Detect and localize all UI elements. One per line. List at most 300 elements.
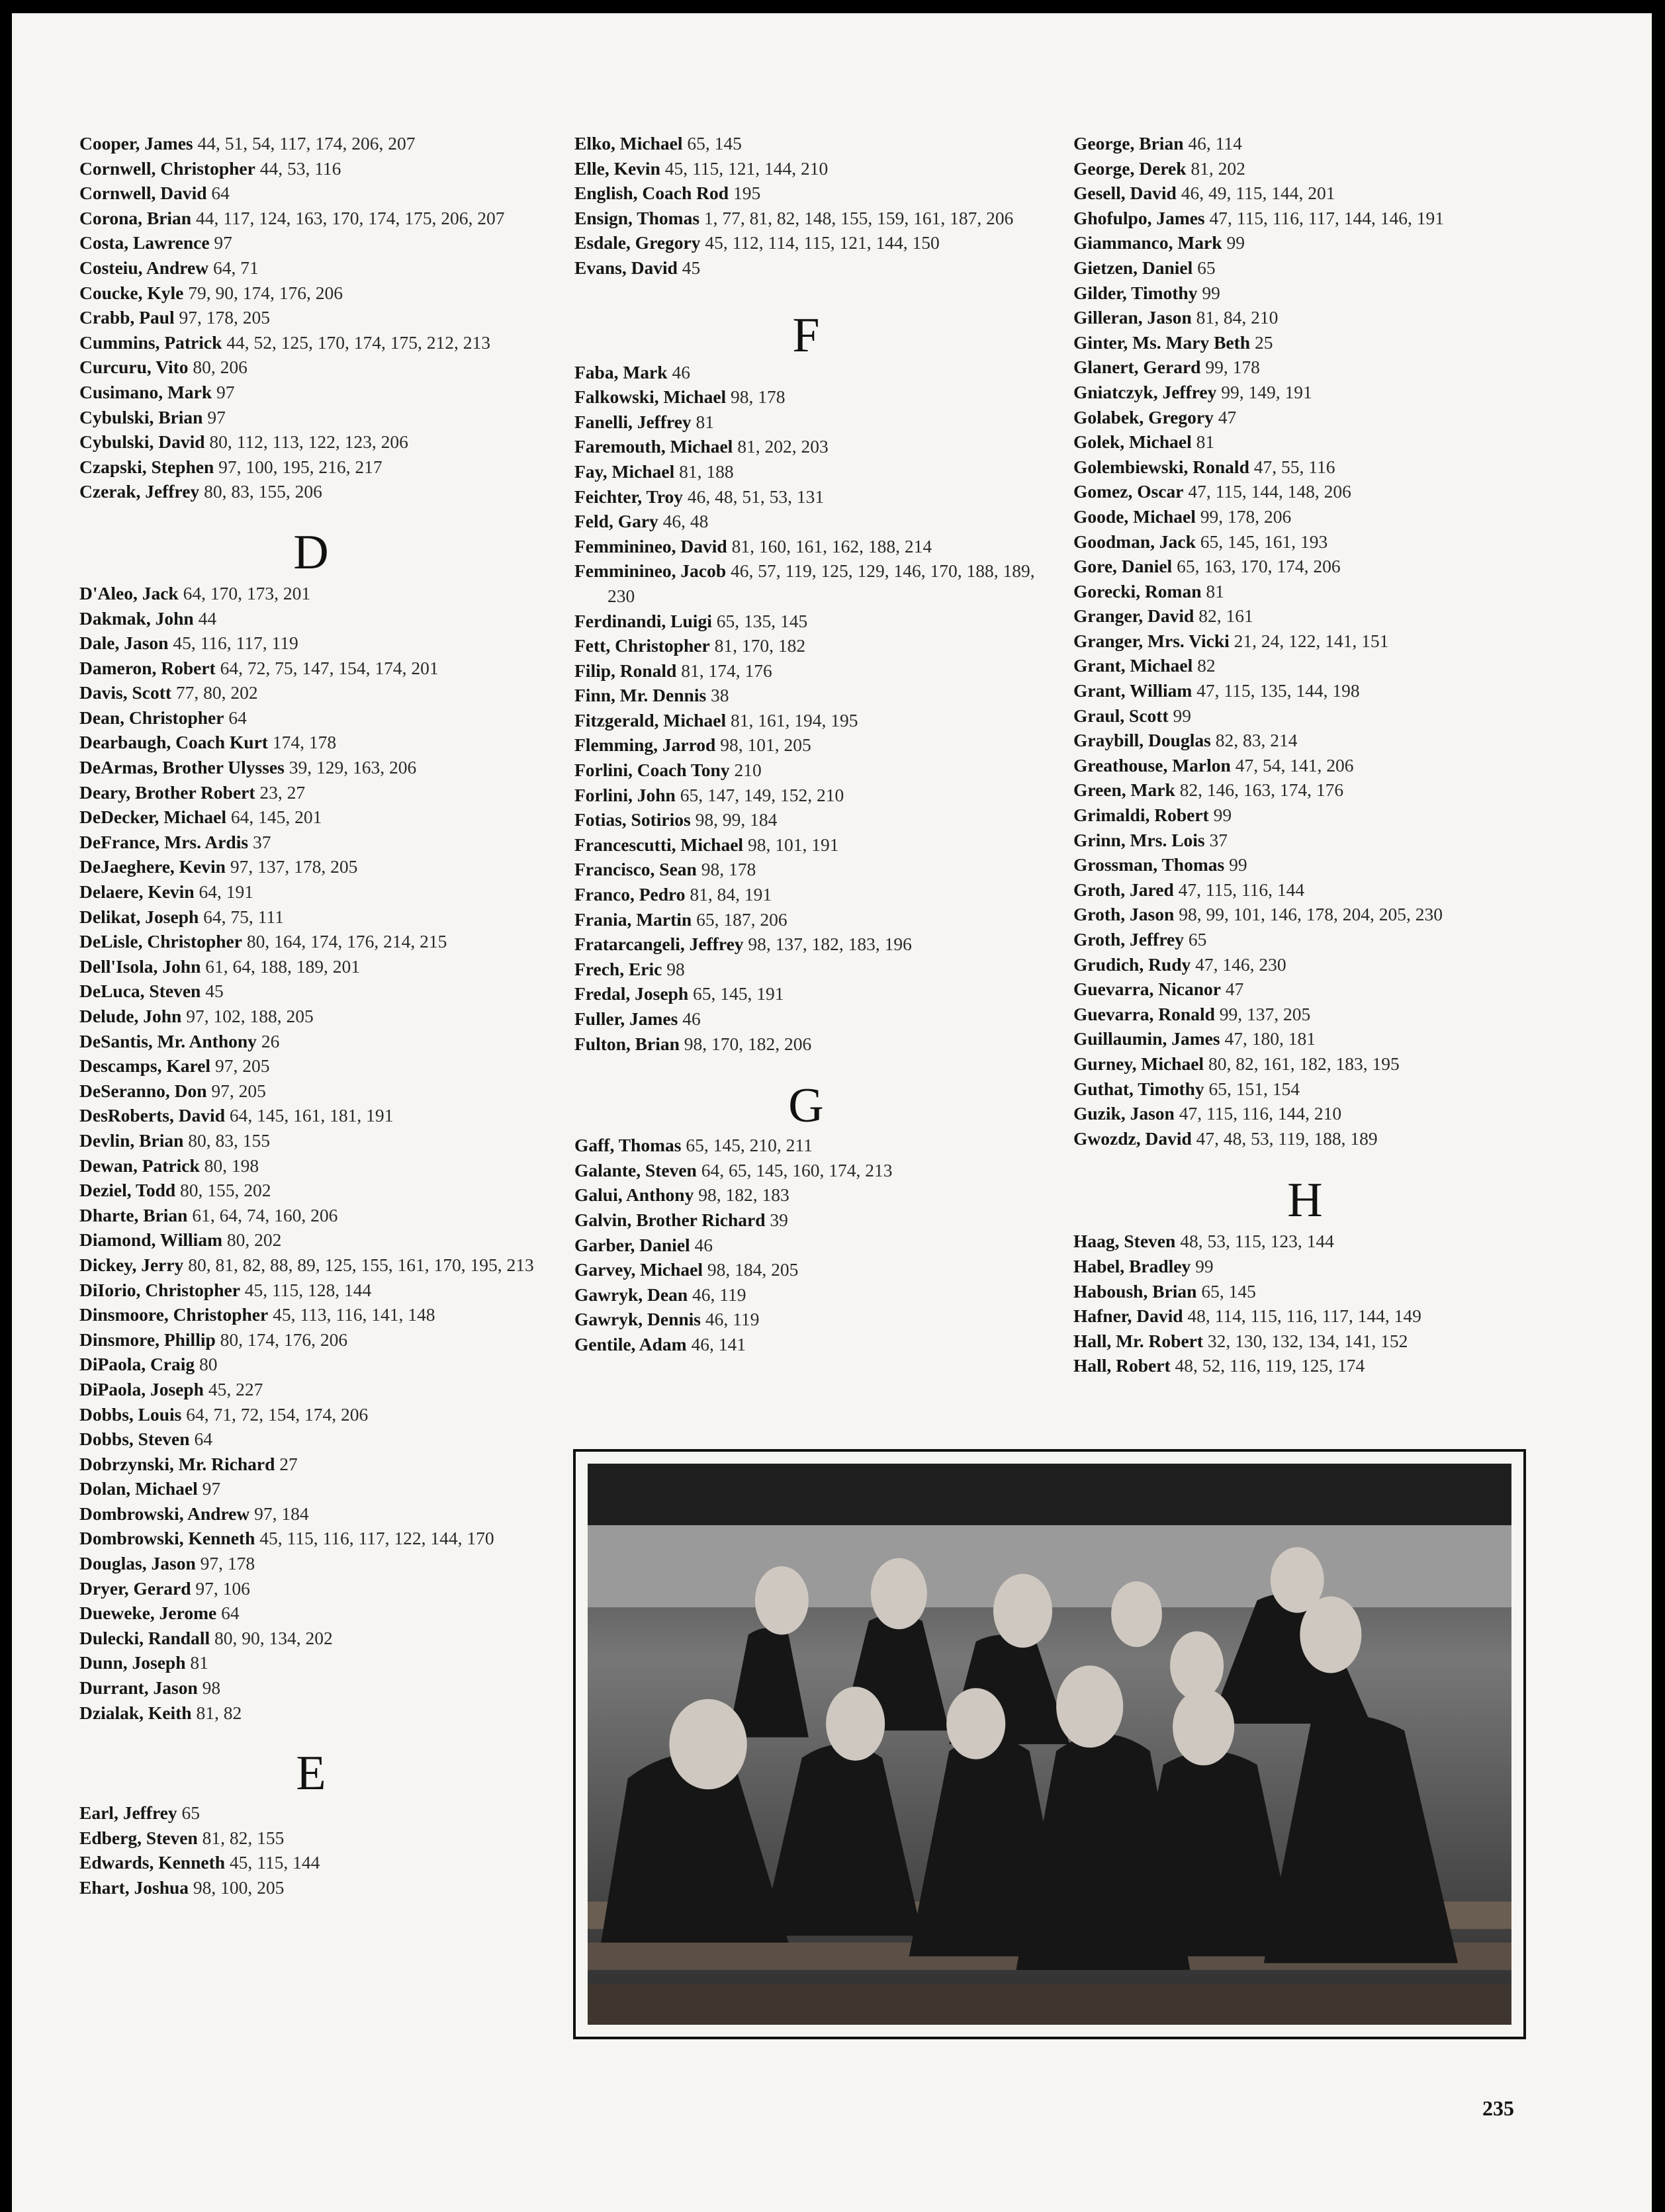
entry-pages: 97, 205 xyxy=(214,1055,270,1077)
index-entry xyxy=(574,1032,1038,1057)
entry-name: Davis, Scott xyxy=(79,682,172,703)
entry-pages: 47, 180, 181 xyxy=(1224,1028,1316,1049)
entry-pages: 195 xyxy=(733,183,761,204)
entry-name: Gesell, David xyxy=(1073,183,1177,204)
entry-name: Hafner, David xyxy=(1073,1305,1183,1327)
entry-pages: 98, 100, 205 xyxy=(193,1877,285,1898)
index-entry xyxy=(1073,1002,1537,1027)
index-entry xyxy=(79,181,543,206)
entry-name: Cornwell, David xyxy=(79,183,207,204)
entry-name: Dolan, Michael xyxy=(79,1478,198,1499)
index-entry xyxy=(1073,455,1537,480)
entry-pages: 98, 182, 183 xyxy=(698,1184,789,1206)
entry-name: Elko, Michael xyxy=(574,133,683,154)
index-entry xyxy=(79,1377,543,1402)
index-entry xyxy=(574,732,1038,758)
entry-pages: 98, 137, 182, 183, 196 xyxy=(748,934,912,955)
index-entry xyxy=(574,857,1038,882)
entry-pages: 97, 100, 195, 216, 217 xyxy=(218,456,382,477)
index-entry xyxy=(79,380,543,405)
index-entry xyxy=(1073,1279,1537,1304)
entry-name: Gentile, Adam xyxy=(574,1333,687,1354)
entry-name: Guevarra, Nicanor xyxy=(1073,979,1222,1000)
index-entry xyxy=(1073,902,1537,927)
entry-name: Ginter, Ms. Mary Beth xyxy=(1073,332,1251,353)
entry-pages: 46, 119 xyxy=(692,1284,746,1305)
entry-pages: 99, 137, 205 xyxy=(1219,1003,1311,1024)
index-entry xyxy=(79,780,543,805)
index-entry xyxy=(79,1427,543,1452)
entry-name: Dameron, Robert xyxy=(79,657,216,678)
index-entry xyxy=(574,633,1038,658)
entry-pages: 99 xyxy=(1226,232,1245,253)
entry-name: Devlin, Brian xyxy=(79,1129,184,1151)
entry-name: Ferdinandi, Luigi xyxy=(574,610,712,631)
index-entry xyxy=(79,879,543,905)
entry-name: Cybulski, Brian xyxy=(79,406,203,427)
entry-name: Hall, Mr. Robert xyxy=(1073,1330,1204,1351)
entry-pages: 80, 90, 134, 202 xyxy=(214,1627,333,1648)
entry-pages: 45, 115, 121, 144, 210 xyxy=(664,157,829,179)
entry-pages: 81, 84, 210 xyxy=(1196,307,1279,328)
entry-name: Dombrowski, Kenneth xyxy=(79,1528,255,1549)
entry-name: Feichter, Troy xyxy=(574,486,683,507)
entry-name: DeDecker, Michael xyxy=(79,807,226,828)
entry-pages: 82 xyxy=(1197,655,1216,676)
index-entry xyxy=(79,1004,543,1029)
entry-pages: 97 xyxy=(202,1478,221,1499)
entry-pages: 99, 149, 191 xyxy=(1221,381,1312,402)
entry-pages: 37 xyxy=(1209,829,1228,850)
index-entry xyxy=(574,206,1038,231)
entry-name: Feld, Gary xyxy=(574,511,658,532)
entry-name: Earl, Jeffrey xyxy=(79,1802,177,1824)
index-column-1 xyxy=(79,131,543,1900)
entry-pages: 80, 155, 202 xyxy=(180,1180,271,1201)
entry-pages: 65, 147, 149, 152, 210 xyxy=(680,784,844,805)
entry-name: Frech, Eric xyxy=(574,958,662,979)
entry-pages: 97 xyxy=(216,381,235,402)
entry-name: DeLuca, Steven xyxy=(79,981,201,1002)
entry-pages: 65, 145, 210, 211 xyxy=(686,1135,813,1156)
group-photo-frame xyxy=(573,1449,1526,2039)
entry-name: Galante, Steven xyxy=(574,1159,697,1180)
index-column-3 xyxy=(1073,131,1537,1378)
entry-name: Edberg, Steven xyxy=(79,1827,198,1848)
index-entry xyxy=(79,1079,543,1104)
entry-name: Garvey, Michael xyxy=(574,1259,703,1280)
index-entry xyxy=(1073,803,1537,828)
entry-pages: 45, 116, 117, 119 xyxy=(173,633,298,654)
entry-name: Garber, Daniel xyxy=(574,1234,690,1255)
entry-pages: 39, 129, 163, 206 xyxy=(289,757,417,778)
entry-pages: 81, 170, 182 xyxy=(714,635,806,656)
index-entry xyxy=(1073,753,1537,778)
entry-name: Gwozdz, David xyxy=(1073,1128,1192,1149)
entry-pages: 37 xyxy=(252,831,271,852)
entry-pages: 46, 114 xyxy=(1188,133,1242,154)
index-entry xyxy=(1073,479,1537,504)
entry-pages: 97, 106 xyxy=(195,1577,250,1599)
entry-pages: 46 xyxy=(672,361,690,382)
entry-pages: 81, 82, 155 xyxy=(202,1827,285,1848)
entry-pages: 65, 187, 206 xyxy=(696,908,788,930)
entry-pages: 98 xyxy=(202,1677,221,1699)
index-entry xyxy=(1073,1077,1537,1102)
index-entry xyxy=(79,1850,543,1875)
entry-pages: 81 xyxy=(1196,431,1215,453)
index-entry xyxy=(79,1029,543,1054)
entry-name: Czerak, Jeffrey xyxy=(79,481,200,502)
index-entry xyxy=(574,683,1038,708)
entry-name: Deary, Brother Robert xyxy=(79,781,255,803)
index-entry xyxy=(1073,828,1537,853)
index-entry xyxy=(1073,1254,1537,1279)
entry-pages: 47, 55, 116 xyxy=(1253,456,1335,477)
entry-pages: 98 xyxy=(666,958,685,979)
entry-pages: 48, 114, 115, 116, 117, 144, 149 xyxy=(1187,1305,1421,1327)
entry-pages: 61, 64, 74, 160, 206 xyxy=(192,1204,338,1225)
entry-name: Dale, Jason xyxy=(79,633,169,654)
entry-pages: 44, 52, 125, 170, 174, 175, 212, 213 xyxy=(226,332,491,353)
entry-name: Granger, Mrs. Vicki xyxy=(1073,630,1230,651)
entry-name: Guillaumin, James xyxy=(1073,1028,1220,1049)
entry-name: Corona, Brian xyxy=(79,207,192,228)
entry-name: Guevarra, Ronald xyxy=(1073,1003,1215,1024)
entry-pages: 64, 72, 75, 147, 154, 174, 201 xyxy=(220,657,439,678)
entry-pages: 45 xyxy=(682,257,701,278)
entry-name: Gorecki, Roman xyxy=(1073,580,1202,601)
entry-name: Gawryk, Dennis xyxy=(574,1309,701,1330)
entry-name: Habel, Bradley xyxy=(1073,1255,1191,1276)
entry-name: Dearbaugh, Coach Kurt xyxy=(79,732,268,753)
index-entry xyxy=(574,907,1038,932)
entry-pages: 97, 178 xyxy=(200,1553,255,1574)
entry-name: Dueweke, Jerome xyxy=(79,1603,217,1624)
entry-pages: 47, 115, 144, 148, 206 xyxy=(1188,481,1351,502)
index-entry xyxy=(79,954,543,979)
entry-pages: 64, 75, 111 xyxy=(203,906,284,927)
entry-pages: 45 xyxy=(205,981,224,1002)
entry-pages: 65, 145, 191 xyxy=(693,983,784,1004)
entry-name: Golembiewski, Ronald xyxy=(1073,456,1249,477)
entry-pages: 65, 145 xyxy=(1201,1280,1256,1302)
entry-pages: 46 xyxy=(694,1234,713,1255)
entry-pages: 44 xyxy=(198,607,217,629)
index-entry xyxy=(1073,952,1537,977)
entry-name: Fett, Christopher xyxy=(574,635,710,656)
index-entry xyxy=(79,1128,543,1153)
index-entry xyxy=(574,534,1038,559)
entry-name: Goodman, Jack xyxy=(1073,531,1196,552)
index-entry xyxy=(79,1352,543,1377)
entry-pages: 97 xyxy=(207,406,226,427)
entry-pages: 99, 178 xyxy=(1205,357,1260,378)
index-entry xyxy=(1073,629,1537,654)
index-entry xyxy=(79,1476,543,1501)
index-entry xyxy=(1073,529,1537,554)
entry-name: Guzik, Jason xyxy=(1073,1103,1175,1124)
index-entry xyxy=(79,255,543,281)
entry-pages: 64, 170, 173, 201 xyxy=(183,582,311,603)
entry-name: DiIorio, Christopher xyxy=(79,1279,240,1300)
entry-pages: 47 xyxy=(1218,406,1237,427)
index-entry xyxy=(79,1576,543,1601)
entry-pages: 80, 82, 161, 182, 183, 195 xyxy=(1208,1053,1400,1074)
entry-pages: 97, 205 xyxy=(211,1080,266,1101)
group-photo-icon xyxy=(588,1464,1511,2025)
entry-pages: 65, 145, 161, 193 xyxy=(1200,531,1328,552)
entry-name: Green, Mark xyxy=(1073,779,1175,801)
entry-name: Francescutti, Michael xyxy=(574,834,744,855)
index-entry xyxy=(574,981,1038,1006)
entry-name: Costeiu, Andrew xyxy=(79,257,209,278)
index-entry xyxy=(1073,206,1537,231)
entry-pages: 80, 83, 155 xyxy=(188,1129,270,1151)
entry-name: Ehart, Joshua xyxy=(79,1877,189,1898)
entry-name: Dickey, Jerry xyxy=(79,1254,184,1275)
entry-name: Cusimano, Mark xyxy=(79,381,212,402)
entry-pages: 99 xyxy=(1213,805,1232,826)
index-entry xyxy=(79,680,543,705)
index-entry xyxy=(1073,1101,1537,1126)
index-entry xyxy=(1073,927,1537,952)
index-entry xyxy=(79,1526,543,1551)
index-entry xyxy=(79,230,543,255)
entry-pages: 65 xyxy=(1188,929,1207,950)
entry-name: Golek, Michael xyxy=(1073,431,1192,453)
entry-pages: 46, 49, 115, 144, 201 xyxy=(1181,183,1335,204)
entry-pages: 81, 161, 194, 195 xyxy=(730,709,858,730)
index-entry xyxy=(574,783,1038,808)
index-entry xyxy=(79,1402,543,1427)
entry-pages: 99 xyxy=(1229,854,1247,875)
entry-name: Guthat, Timothy xyxy=(1073,1078,1204,1099)
entry-pages: 80 xyxy=(199,1354,218,1375)
index-entry xyxy=(79,1701,543,1726)
index-entry xyxy=(574,1233,1038,1258)
entry-name: Galvin, Brother Richard xyxy=(574,1209,766,1230)
index-entry xyxy=(79,281,543,306)
index-entry xyxy=(574,1006,1038,1032)
index-entry xyxy=(79,1650,543,1675)
entry-pages: 81 xyxy=(190,1652,208,1673)
entry-name: Dunn, Joseph xyxy=(79,1652,186,1673)
entry-name: Franco, Pedro xyxy=(574,884,686,905)
entry-name: Dombrowski, Andrew xyxy=(79,1503,250,1524)
entry-name: Dewan, Patrick xyxy=(79,1155,200,1176)
index-entry xyxy=(574,1133,1038,1158)
index-entry xyxy=(79,405,543,430)
entry-name: Cooper, James xyxy=(79,133,193,154)
index-entry xyxy=(574,558,1038,608)
entry-name: Dean, Christopher xyxy=(79,707,224,728)
entry-name: DeFrance, Mrs. Ardis xyxy=(79,831,249,852)
index-entry xyxy=(1073,1051,1537,1077)
entry-name: Douglas, Jason xyxy=(79,1553,196,1574)
entry-pages: 44, 53, 116 xyxy=(259,157,341,179)
index-entry xyxy=(79,755,543,780)
entry-pages: 79, 90, 174, 176, 206 xyxy=(188,282,343,303)
entry-pages: 81, 188 xyxy=(679,461,734,482)
entry-pages: 80, 206 xyxy=(193,357,248,378)
entry-name: D'Aleo, Jack xyxy=(79,582,179,603)
entry-name: Gore, Daniel xyxy=(1073,556,1173,577)
entry-pages: 99 xyxy=(1202,282,1220,303)
index-entry xyxy=(1073,405,1537,430)
entry-name: Fulton, Brian xyxy=(574,1033,680,1054)
entry-name: Femminineo, David xyxy=(574,535,727,556)
entry-pages: 45, 112, 114, 115, 121, 144, 150 xyxy=(705,232,940,253)
index-entry xyxy=(79,979,543,1004)
index-entry xyxy=(574,758,1038,783)
entry-name: Gaff, Thomas xyxy=(574,1135,682,1156)
entry-pages: 97, 178, 205 xyxy=(179,307,271,328)
index-entry xyxy=(1073,330,1537,355)
entry-name: Groth, Jared xyxy=(1073,879,1174,900)
index-entry xyxy=(79,1800,543,1826)
entry-name: Grinn, Mrs. Lois xyxy=(1073,829,1205,850)
entry-pages: 64 xyxy=(211,183,230,204)
entry-pages: 65, 135, 145 xyxy=(716,610,808,631)
index-entry xyxy=(1073,852,1537,877)
entry-name: Faremouth, Michael xyxy=(574,436,733,457)
index-entry xyxy=(574,255,1038,281)
entry-name: Grudich, Rudy xyxy=(1073,953,1191,975)
entry-pages: 47 xyxy=(1225,979,1244,1000)
entry-pages: 81, 160, 161, 162, 188, 214 xyxy=(731,535,932,556)
entry-name: Fitzgerald, Michael xyxy=(574,709,727,730)
entry-pages: 82, 161 xyxy=(1198,605,1253,627)
entry-pages: 65 xyxy=(1197,257,1216,278)
entry-pages: 46, 57, 119, 125, 129, 146, 170, 188, 189, 230 xyxy=(608,560,1035,606)
entry-pages: 80, 198 xyxy=(204,1155,259,1176)
index-entry xyxy=(1073,877,1537,903)
entry-pages: 47, 115, 116, 144, 210 xyxy=(1179,1103,1342,1124)
entry-pages: 80, 164, 174, 176, 214, 215 xyxy=(246,931,447,952)
entry-pages: 47, 54, 141, 206 xyxy=(1235,754,1354,775)
entry-name: Delikat, Joseph xyxy=(79,906,199,927)
index-entry xyxy=(79,1302,543,1327)
entry-pages: 47, 115, 116, 117, 144, 146, 191 xyxy=(1209,207,1444,228)
entry-pages: 45, 227 xyxy=(208,1378,263,1399)
entry-name: Dakmak, John xyxy=(79,607,194,629)
entry-pages: 98, 99, 101, 146, 178, 204, 205, 230 xyxy=(1179,904,1443,925)
entry-name: Dinsmore, Phillip xyxy=(79,1329,216,1350)
index-entry xyxy=(574,1332,1038,1357)
entry-pages: 81, 202 xyxy=(1191,157,1245,179)
index-entry xyxy=(79,305,543,330)
entry-pages: 26 xyxy=(261,1030,280,1051)
index-entry xyxy=(1073,355,1537,380)
yearbook-index-page xyxy=(12,13,1652,2212)
index-entry xyxy=(574,1208,1038,1233)
entry-name: Gawryk, Dean xyxy=(574,1284,688,1305)
entry-name: Delude, John xyxy=(79,1006,182,1026)
entry-pages: 98, 99, 184 xyxy=(695,809,778,830)
entry-pages: 32, 130, 132, 134, 141, 152 xyxy=(1207,1330,1408,1351)
entry-name: Cummins, Patrick xyxy=(79,332,222,353)
entry-name: Gilleran, Jason xyxy=(1073,307,1192,328)
index-entry xyxy=(79,206,543,231)
entry-name: Deziel, Todd xyxy=(79,1180,176,1201)
index-entry xyxy=(79,1103,543,1128)
entry-name: Durrant, Jason xyxy=(79,1677,198,1699)
index-entry xyxy=(574,1307,1038,1332)
entry-name: Gurney, Michael xyxy=(1073,1053,1204,1074)
entry-name: Edwards, Kenneth xyxy=(79,1852,226,1873)
page-number: 235 xyxy=(1482,2096,1514,2120)
index-entry xyxy=(1073,305,1537,330)
entry-name: Flemming, Jarrod xyxy=(574,734,716,756)
entry-pages: 64 xyxy=(228,707,247,728)
entry-name: Haboush, Brian xyxy=(1073,1280,1197,1302)
index-entry xyxy=(574,509,1038,534)
entry-name: Cybulski, David xyxy=(79,431,205,453)
index-entry xyxy=(1073,230,1537,255)
index-entry xyxy=(79,479,543,504)
section-letter: D xyxy=(293,525,329,580)
index-entry xyxy=(79,455,543,480)
index-entry xyxy=(574,434,1038,459)
entry-pages: 64, 65, 145, 160, 174, 213 xyxy=(701,1159,893,1180)
index-entry xyxy=(574,708,1038,733)
index-entry xyxy=(79,1875,543,1900)
index-entry xyxy=(1073,156,1537,181)
entry-name: DeSeranno, Don xyxy=(79,1080,207,1101)
index-entry xyxy=(574,360,1038,385)
index-entry xyxy=(79,1327,543,1352)
entry-name: DeArmas, Brother Ulysses xyxy=(79,757,285,778)
index-entry xyxy=(79,606,543,631)
index-entry xyxy=(1073,504,1537,529)
entry-name: Delaere, Kevin xyxy=(79,881,195,903)
entry-pages: 98, 184, 205 xyxy=(707,1259,799,1280)
entry-pages: 64, 145, 201 xyxy=(230,807,322,828)
entry-pages: 46, 119 xyxy=(705,1309,760,1330)
entry-pages: 81, 82 xyxy=(196,1702,242,1723)
section-letter: E xyxy=(296,1746,326,1801)
entry-pages: 38 xyxy=(711,685,729,706)
index-entry xyxy=(79,1452,543,1477)
entry-pages: 97, 102, 188, 205 xyxy=(186,1006,314,1026)
index-entry xyxy=(79,830,543,855)
entry-name: Descamps, Karel xyxy=(79,1055,211,1077)
entry-name: Fotias, Sotirios xyxy=(574,809,691,830)
entry-name: Fredal, Joseph xyxy=(574,983,689,1004)
index-entry xyxy=(574,230,1038,255)
entry-name: Graybill, Douglas xyxy=(1073,730,1211,751)
index-entry xyxy=(574,1182,1038,1208)
entry-pages: 82, 146, 163, 174, 176 xyxy=(1179,779,1344,801)
index-entry xyxy=(1073,1229,1537,1254)
entry-name: Coucke, Kyle xyxy=(79,282,184,303)
entry-pages: 44, 117, 124, 163, 170, 174, 175, 206, 207 xyxy=(195,207,505,228)
entry-name: Gomez, Oscar xyxy=(1073,481,1184,502)
index-entry xyxy=(79,1178,543,1203)
index-entry xyxy=(574,181,1038,206)
entry-pages: 48, 52, 116, 119, 125, 174 xyxy=(1175,1355,1365,1376)
entry-pages: 64 xyxy=(194,1429,212,1450)
entry-name: Graul, Scott xyxy=(1073,705,1169,726)
entry-pages: 99, 178, 206 xyxy=(1200,506,1292,527)
entry-pages: 46, 48, 51, 53, 131 xyxy=(687,486,825,507)
entry-pages: 21, 24, 122, 141, 151 xyxy=(1234,630,1389,651)
entry-name: Czapski, Stephen xyxy=(79,456,214,477)
index-column-2 xyxy=(574,131,1038,1357)
entry-pages: 81 xyxy=(1206,580,1224,601)
entry-name: Gniatczyk, Jeffrey xyxy=(1073,381,1217,402)
